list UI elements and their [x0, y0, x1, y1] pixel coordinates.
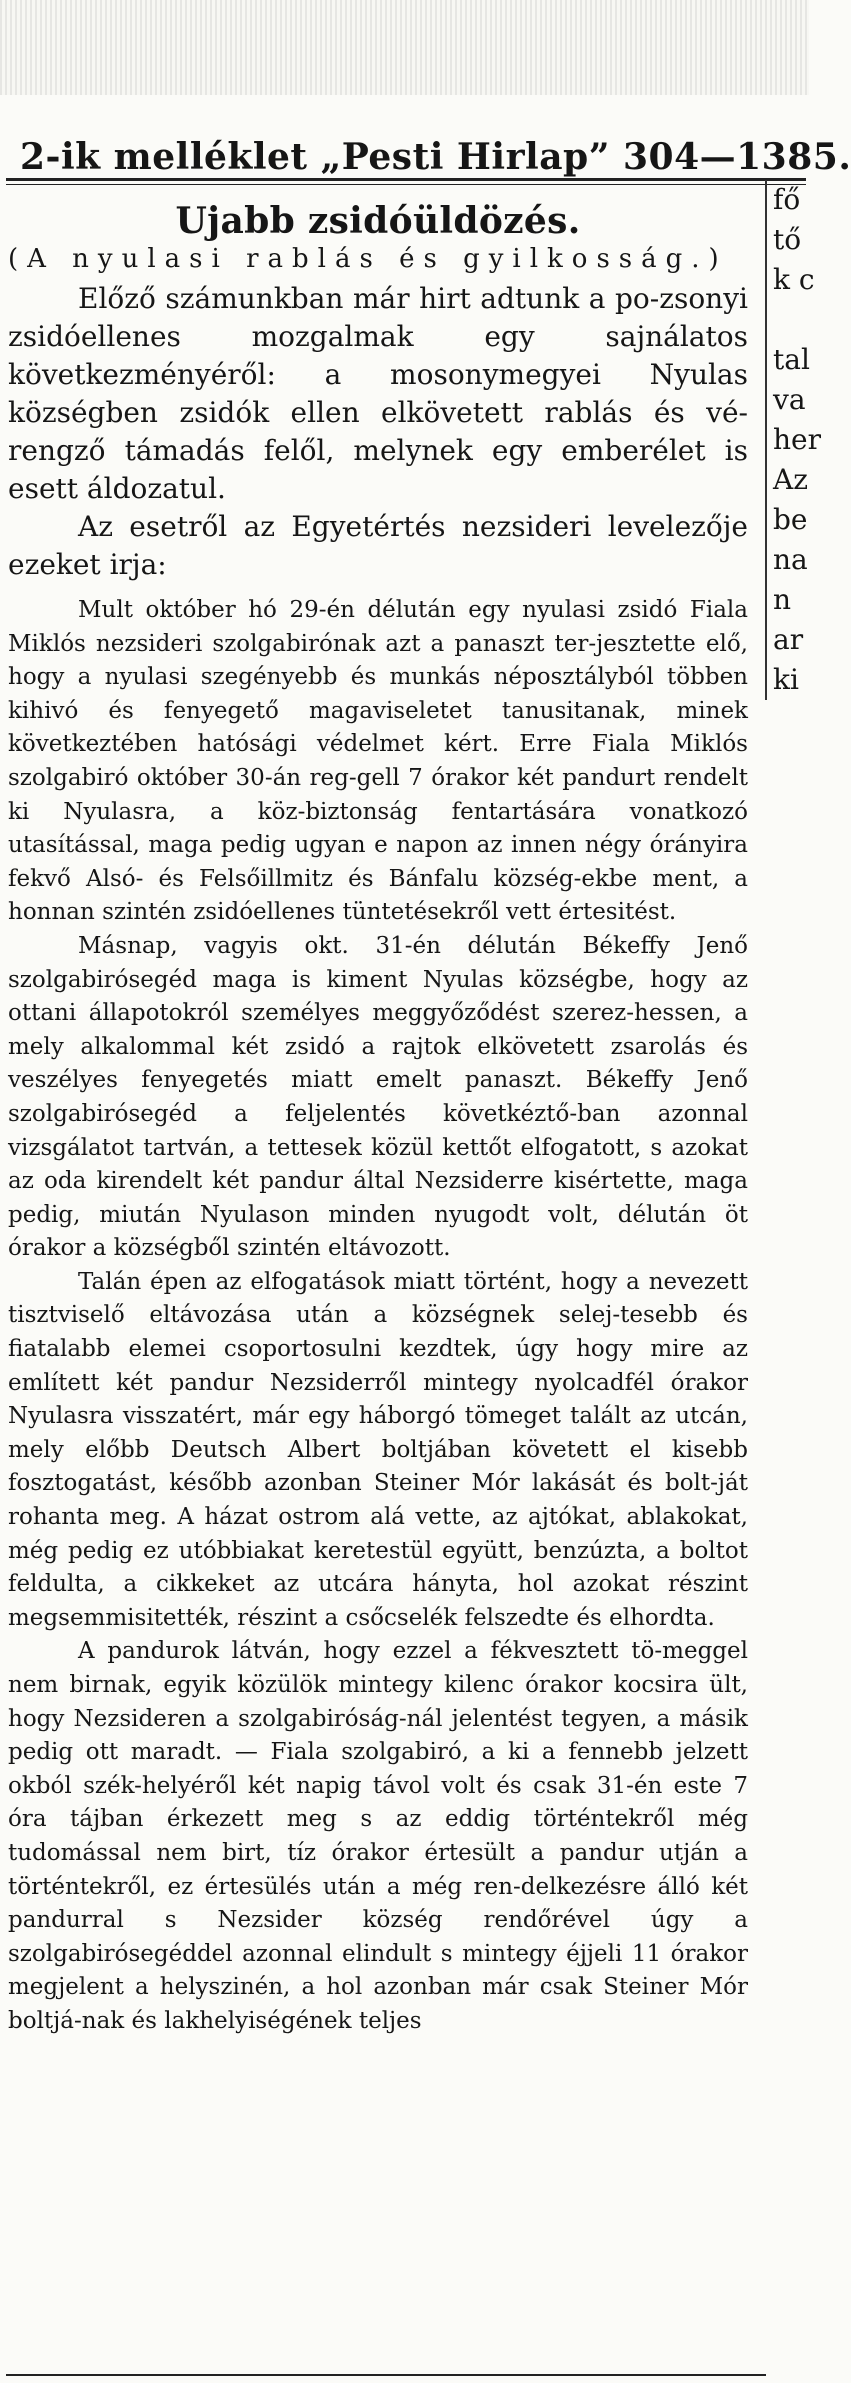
- article-column: [8, 190, 748, 2039]
- fragment-line: ar: [773, 623, 804, 656]
- fragment-line: Az: [773, 463, 808, 496]
- fragment-line: her: [773, 423, 821, 456]
- article-subtitle: (A nyulasi rablás és gyilkosság.): [8, 244, 728, 274]
- body-paragraph: Másnap, vagyis okt. 31-én délután Békeffy Jenő szolgabirósegéd maga is kiment Nyulas községbe, hogy az ottani állapotokról személyes meggyőződést szerez-hessen, a mely alkalommal két zsidó a rajtok elkövetett zsarolás és veszélyes fenyegetés miatt emelt panaszt. Békeffy Jenő szolgabirósegéd a feljelentés követkéztő-ban azonnal vizsgálatot tartván, a tettesek közül kettőt elfogatott, s azokat az oda kirendelt két pandur által Nezsiderre kisértette, maga pedig, miután Nyulason minden nyugodt volt, délután öt órakor a községből szintén eltávozott.: [8, 932, 748, 1262]
- fragment-line: fő: [773, 183, 801, 216]
- fragment-line: be: [773, 503, 808, 536]
- header-rule-thin: [6, 184, 806, 185]
- fragment-line: ki: [773, 663, 799, 696]
- article-body: [8, 594, 748, 2039]
- page-header: 2-ik melléklet „Pesti Hirlap” 304—1385.: [20, 136, 851, 178]
- fragment-line: k c: [773, 263, 815, 296]
- body-paragraph: Talán épen az elfogatások miatt történt, hogy a nevezett tisztviselő eltávozása után a községnek selej-tesebb és fiatalabb elemei csoportosulni kezdtek, úgy hogy mire az említett két pandur Nezsiderről mintegy nyolcadfél órakor Nyulasra visszatért, már egy háborgó tömeget talált az utcán, mely előbb Deutsch Albert boltjában követett el kisebb fosztogatást, később azonban Steiner Mór lakását és bolt-ját rohanta meg. A házat ostrom alá vette, az ajtókat, ablakokat, még pedig ez utóbbiakat keretestül együtt, benzúzta, a boltot feldulta, a cikkeket az utcára hányta, hol azokat részint megsemmisitették, részint a csőcselék felszedte és elhordta.: [8, 1268, 748, 1631]
- fragment-line: va: [773, 383, 806, 416]
- adjacent-column-fragment: [765, 180, 821, 700]
- fragment-line: tő: [773, 223, 802, 256]
- intro-paragraph: Az esetről az Egyetértés nezsideri levelezője ezeket irja:: [8, 510, 748, 581]
- body-paragraph: A pandurok látván, hogy ezzel a fékvesztett tö-meggel nem birnak, egyik közülök mintegy kilenc órakor kocsira ült, hogy Nezsideren a szolgabiróság-nál jelentést tegyen, a másik pedig ott maradt. — Fiala szolgabiró, a ki a fennebb jelzett okból szék-helyéről két napig távol volt és csak 31-én este 7 óra tájban érkezett meg s az eddig történtekről még tudomással nem birt, tíz órakor értesült a pandur utján a történtekről, ez értesülés után a még ren-delkezésre álló két pandurral s Nezsider község rendőrével úgy a szolgabirósegéddel azonnal elindult s mintegy éjjeli 11 órakor megjelent a helyszinén, a hol azonban már csak Steiner Mór boltjá-nak és lakhelyiségének teljes: [8, 1638, 748, 2034]
- bottom-rule: [6, 2374, 766, 2376]
- fragment-line: na: [773, 543, 808, 576]
- fragment-line: tal: [773, 343, 810, 376]
- body-paragraph: Mult október hó 29-én délután egy nyulasi zsidó Fiala Miklós nezsideri szolgabirónak azt a panaszt ter-jesztette elő, hogy a nyulasi szegényebb és munkás néposztályból többen kihivó és fenyegető magaviseletet tanusitanak, minek következtében hatósági védelmet kért. Erre Fiala Miklós szolgabiró október 30-án reg-gell 7 órakor két pandurt rendelt ki Nyulasra, a köz-biztonság fentartására vonatkozó utasítással, maga pedig ugyan e napon az innen négy órányira fekvő Alsó- és Felsőillmitz és Bánfalu község-ekbe ment, a honnan szintén zsidóellenes tüntetésekről vett értesitést.: [8, 597, 748, 926]
- fragment-line: n: [773, 583, 792, 616]
- header-rule: [6, 178, 806, 181]
- intro-paragraph: Előző számunkban már hirt adtunk a po-zsonyi zsidóellenes mozgalmak egy sajnálatos következményéről: a mosonymegyei Nyulas községben zsidók ellen elkövetett rablás és vé-rengző támadás felől, melynek egy emberélet is esett áldozatul.: [8, 282, 748, 505]
- fragment-line: [773, 300, 817, 340]
- scan-noise-strip: [0, 0, 809, 95]
- article-title: Ujabb zsidóüldözés.: [175, 200, 581, 242]
